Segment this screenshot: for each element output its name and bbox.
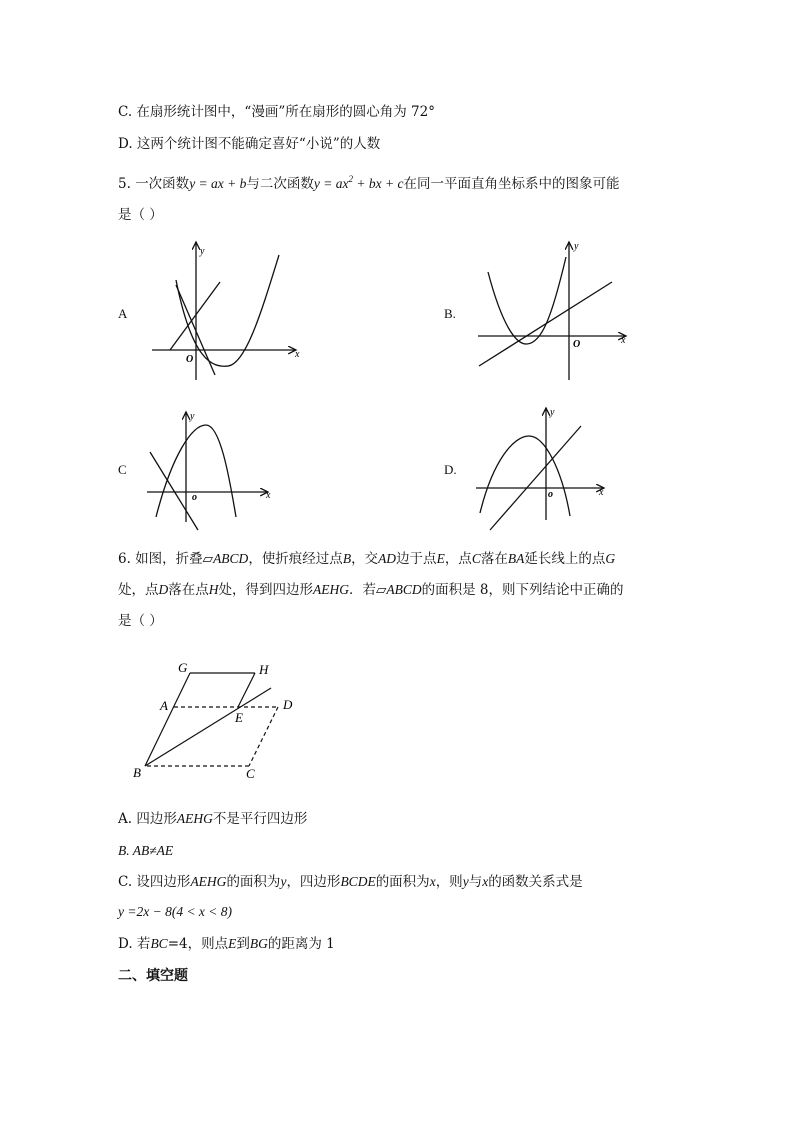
q6-var: B xyxy=(342,551,352,566)
q6-text: C. 设四边形 xyxy=(118,874,191,890)
q6-stem-line1 xyxy=(118,550,615,568)
q6-text: 的距离为 1 xyxy=(267,936,335,952)
q6-text: 的函数关系式是 xyxy=(488,874,583,890)
q6-text: 的面积为 xyxy=(375,874,430,890)
q5-stem-line1 xyxy=(118,170,619,193)
q5-option-c-label: C xyxy=(118,462,127,477)
graph-b-x-label: x xyxy=(621,335,626,346)
q6-text: 不是平行四边形 xyxy=(212,811,308,827)
q5-linear-function: y = ax + b xyxy=(189,176,247,191)
q5-quadratic-part1: y = ax xyxy=(313,176,349,191)
graph-b-line xyxy=(479,282,612,366)
q6-text: 6. 如图，折叠 xyxy=(118,551,203,567)
q6-var: D xyxy=(158,582,169,597)
graph-a-line-2 xyxy=(170,282,220,350)
q6-var: ABCD xyxy=(386,582,422,597)
q6-text: 与 xyxy=(468,874,483,890)
q6-text: A. 四边形 xyxy=(118,811,177,827)
q5-graph-c xyxy=(147,412,268,530)
q4-option-d: D. 这两个统计图不能确定喜好“小说”的人数 xyxy=(118,136,381,152)
q6-point-e: E xyxy=(235,710,243,725)
section-heading-fill-in-blank: 二、填空题 xyxy=(118,968,188,984)
q6-segment-bg xyxy=(145,673,190,766)
q6-text: 处，得到四边形 xyxy=(218,582,313,598)
q5-number: 5. xyxy=(118,176,131,192)
q6-point-b: B xyxy=(133,765,141,780)
graph-a-y-label: y xyxy=(200,246,205,257)
graph-d-x-label: x xyxy=(599,487,604,498)
graph-d-y-label: y xyxy=(550,407,555,418)
q6-fold-line-be xyxy=(145,688,271,766)
q6-option-c xyxy=(118,873,583,891)
q6-text: ，交 xyxy=(351,551,379,567)
q6-var: y xyxy=(280,874,287,889)
q4-option-c: C. 在扇形统计图中，“漫画”所在扇形的圆心角为 72° xyxy=(118,104,435,120)
q6-var: C xyxy=(471,551,481,566)
graph-d-line xyxy=(490,426,581,530)
q6-var: H xyxy=(208,582,219,597)
q6-text: 落在 xyxy=(480,551,508,567)
graph-c-y-label: y xyxy=(190,411,195,422)
graph-d-origin: o xyxy=(548,489,553,500)
q6-text: ，点 xyxy=(444,551,472,567)
q6-var: AEHG xyxy=(176,811,213,826)
q6-var: y xyxy=(462,874,469,889)
q6-text: 落在点 xyxy=(168,582,209,598)
q6-stem-line3: 是（ ） xyxy=(118,613,163,629)
q6-figure xyxy=(145,673,278,766)
q6-text: 的面积是 8，则下列结论中正确的 xyxy=(421,582,624,598)
graph-d-parabola xyxy=(480,436,570,516)
q5-text-3: 在同一平面直角坐标系中的图象可能 xyxy=(403,176,620,192)
q5-graph-b xyxy=(478,242,626,380)
q6-option-a xyxy=(118,810,307,828)
q6-var: AEHG xyxy=(313,582,349,597)
q6-option-d xyxy=(118,935,335,953)
q6-var: x xyxy=(482,874,489,889)
q6-text: 到 xyxy=(236,936,250,952)
graph-b-parabola xyxy=(488,257,566,344)
q5-option-d-label: D. xyxy=(444,462,457,477)
q6-var: AEHG xyxy=(190,874,227,889)
q6-var: ABCD xyxy=(213,551,249,566)
parallelogram-icon: ▱ xyxy=(376,582,387,598)
q6-var: BC xyxy=(150,936,168,951)
graph-a-x-label: x xyxy=(295,349,300,360)
q5-quadratic-part2: + bx + c xyxy=(353,176,404,191)
q5-option-b-label: B. xyxy=(444,306,456,321)
q6-var: BG xyxy=(249,936,268,951)
q5-text-2: 与二次函数 xyxy=(246,176,314,192)
q6-text: 处，点 xyxy=(118,582,159,598)
q6-segment-dc-dashed xyxy=(249,707,278,766)
q6-point-d: D xyxy=(283,697,293,712)
graph-b-origin: O xyxy=(573,339,581,350)
q6-var: E xyxy=(228,936,237,951)
graph-a-parabola xyxy=(176,255,279,366)
q5-quadratic-function xyxy=(314,176,404,191)
q6-point-a: A xyxy=(160,698,168,713)
q6-var: G xyxy=(605,551,616,566)
q6-text: 延长线上的点 xyxy=(524,551,606,567)
q5-quadratic-exponent: 2 xyxy=(348,174,353,184)
graph-c-parabola xyxy=(156,425,236,517)
q6-text: 边于点 xyxy=(396,551,437,567)
q6-text: =4，则点 xyxy=(167,936,229,952)
q5-text-1: 一次函数 xyxy=(135,176,190,192)
q6-text: ，四边形 xyxy=(286,874,341,890)
q5-graph-d xyxy=(476,408,604,530)
q6-point-c: C xyxy=(246,766,255,781)
q6-option-b: B. AB≠AE xyxy=(118,843,174,858)
graph-a-origin: O xyxy=(186,354,194,365)
q6-var: E xyxy=(436,551,445,566)
q6-point-g: G xyxy=(178,660,188,675)
graph-c-line xyxy=(150,452,198,530)
q6-text: 的面积为 xyxy=(226,874,281,890)
q6-var: AD xyxy=(378,551,397,566)
graph-b-y-label: y xyxy=(574,241,579,252)
parallelogram-icon: ▱ xyxy=(202,551,214,567)
q5-graph-a xyxy=(152,242,296,380)
q5-option-a-label: A xyxy=(118,306,128,321)
q6-text: ．若 xyxy=(349,582,376,598)
q5-stem-line2: 是（ ） xyxy=(118,207,163,223)
graph-c-origin: o xyxy=(192,492,197,503)
q6-option-c-formula: y =2x − 8(4 < x < 8) xyxy=(118,904,233,919)
q6-var: BA xyxy=(507,551,525,566)
q6-segment-he xyxy=(238,673,255,707)
q6-var: BCDE xyxy=(340,874,376,889)
q6-text: D. 若 xyxy=(118,936,151,952)
graph-c-x-label: x xyxy=(266,490,271,501)
q6-stem-line2 xyxy=(118,581,624,599)
q6-text: ，使折痕经过点 xyxy=(248,551,343,567)
q6-point-h: H xyxy=(259,662,269,677)
q6-text: ，则 xyxy=(435,874,463,890)
graph-a-line-1 xyxy=(176,285,215,375)
q6-var: x xyxy=(429,874,436,889)
